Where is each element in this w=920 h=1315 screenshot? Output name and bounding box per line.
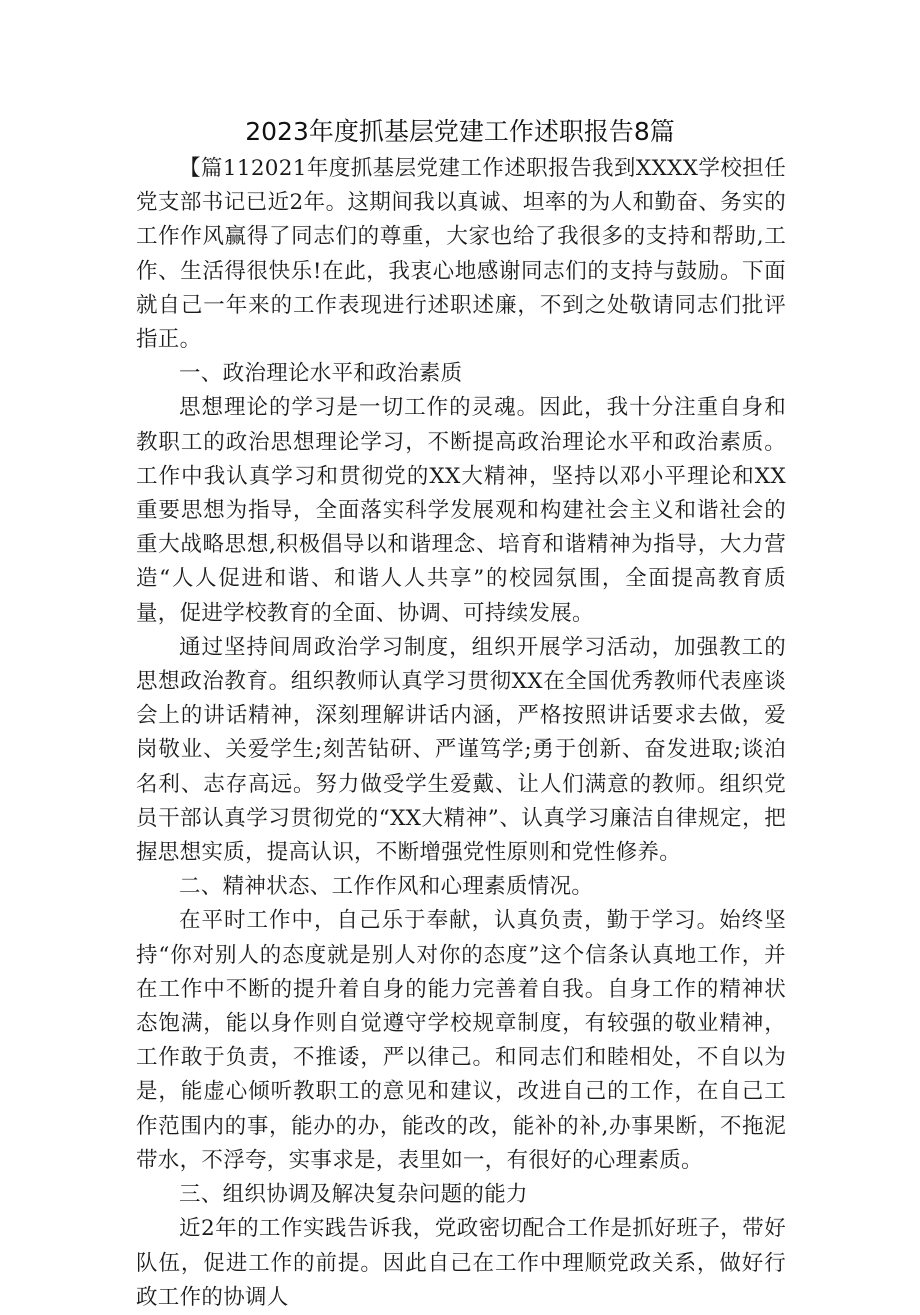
section-heading-2: 二、精神状态、工作作风和心理素质情况。	[179, 874, 594, 900]
paragraph-1a: 思想理论的学习是一切工作的灵魂。因此，我十分注重自身和教职工的政治思想理论学习，不断提高政治理论水平和政治素质。工作中我认真学习和贯彻党的XX大精神，坚持以邓小平理论和XX重要思想为指导，全面落实科学发展观和构建社会主义和谐社会的重大战略思想,积极倡导以和谐理念、培育和谐精神为指导，大力营造“人人促进和谐、和谐人人共享”的校园氛围，全面提高教育质量，促进学校教育的全面、协调、可持续发展。	[136, 395, 786, 626]
paragraph-2a: 在平时工作中，自己乐于奉献，认真负责，勤于学习。始终坚持“你对别人的态度就是别人对你的态度”这个信条认真地工作，并在工作中不断的提升着自身的能力完善着自我。自身工作的精神状态饱满，能以身作则自觉遵守学校规章制度，有较强的敬业精神，工作敢于负责，不推诿，严以律己。和同志们和睦相处，不自以为是，能虚心倾听教职工的意见和建议，改进自己的工作，在自己工作范围内的事，能办的办，能改的改，能补的补,办事果断，不拖泥带水，不浮夸，实事求是，表里如一，有很好的心理素质。	[136, 908, 786, 1173]
paragraph-intro: 【篇112021年度抓基层党建工作述职报告我到XXXX学校担任党支部书记已近2年。这期间我以真诚、坦率的为人和勤奋、务实的工作作风赢得了同志们的尊重，大家也给了我很多的支持和帮助,工作、生活得很快乐!在此，我衷心地感谢同志们的支持与鼓励。下面就自己一年来的工作表现进行述职述廉，不到之处敬请同志们批评指正。	[136, 156, 786, 353]
paragraph-1b: 通过坚持间周政治学习制度，组织开展学习活动，加强教工的思想政治教育。组织教师认真学习贯彻XX在全国优秀教师代表座谈会上的讲话精神，深刻理解讲话内涵，严格按照讲话要求去做，爱岗敬业、关爱学生;刻苦钻研、严谨笃学;勇于创新、奋发进取;谈泊名利、志存高远。努力做受学生爱戴、让人们满意的教师。组织党员干部认真学习贯彻党的“XX大精神”、认真学习廉洁自律规定，把握思想实质，提高认识，不断增强党性原则和党性修养。	[136, 634, 786, 866]
document-body	[136, 152, 786, 1315]
paragraph-3a: 近2年的工作实践告诉我，党政密切配合工作是抓好班子，带好队伍，促进工作的前提。因此自己在工作中理顺党政关系，做好行政工作的协调人	[136, 1216, 786, 1310]
section-heading-3: 三、组织协调及解决复杂问题的能力	[179, 1182, 528, 1208]
section-heading-1: 一、政治理论水平和政治素质	[179, 361, 463, 387]
document-title: 2023年度抓基层党建工作述职报告8篇	[245, 117, 675, 146]
